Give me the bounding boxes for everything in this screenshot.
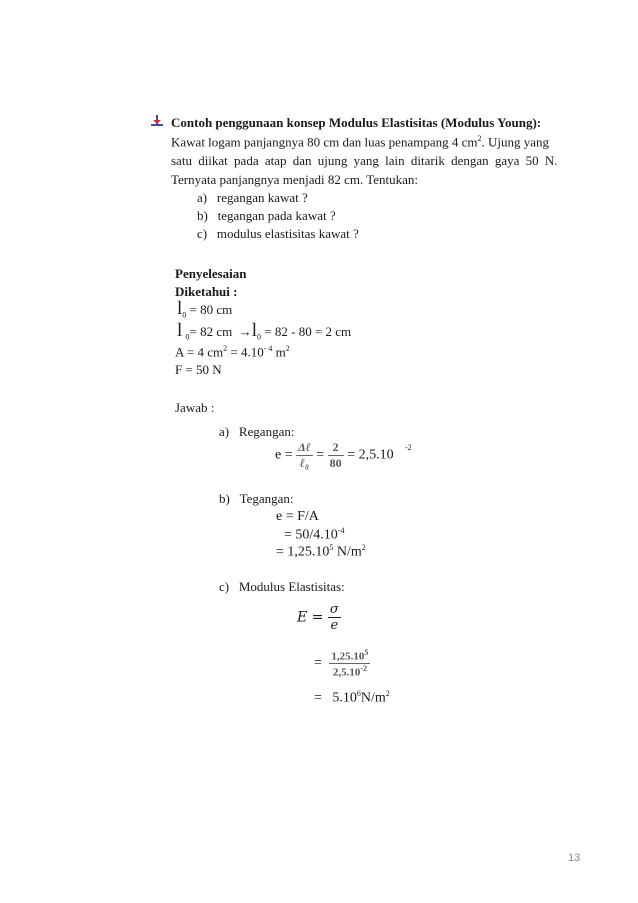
- initial-length: $l_0 = 80$ cm: [177, 298, 233, 320]
- problem-line-1: Kawat logam panjangnya 80 cm dan luas penampang 4 $cm^2$. Ujung yang: [171, 134, 550, 150]
- example-heading: Contoh penggunaan konsep Modulus Elastisitas (Modulus Young):: [171, 115, 542, 130]
- question-b: b) tegangan pada kawat ?: [197, 208, 336, 223]
- force-line: F = 50 N: [175, 362, 222, 377]
- part-c-title: c) Modulus Elastisitas:: [219, 579, 345, 594]
- bullet-arrow-icon: [150, 115, 164, 129]
- stress-line-1: e = F/A: [276, 509, 319, 524]
- final-length: l $_0$= 82 cm $\to l_0 = 82 - 80 = 2$ cm: [177, 320, 352, 342]
- part-a-title: a) Regangan:: [219, 424, 295, 439]
- arrow-right-icon: →: [238, 324, 252, 339]
- strain-exponent: -2: [405, 443, 412, 452]
- strain-equation: e = $\frac{\text{Δℓ}}{\text{ℓ₀}}$ = $\frac{2}{80}$ = 2,5.10: [275, 440, 394, 470]
- part-b-title: b) Tegangan:: [219, 491, 294, 506]
- modulus-formula: E = $\frac{\sigma}{e}$: [297, 602, 339, 633]
- problem-line-2: satu diikat pada atap dan ujung yang lain ditarik dengan gaya 50 N.: [171, 153, 558, 168]
- sigma-over-e-fraction: $\frac{\sigma}{e}$: [329, 602, 339, 633]
- modulus-substitution: = $\frac{1,25.10^5}{2,5.10^{-2}}$: [314, 648, 369, 679]
- page-number: 13: [568, 852, 581, 864]
- value-fraction: $\frac{2}{80}$: [329, 440, 342, 470]
- solution-title: Penyelesaian: [175, 266, 247, 281]
- problem-line-3: Ternyata panjangnya menjadi 82 cm. Tentukan:: [171, 172, 419, 187]
- modulus-result: = $5.10^6N/m^2$: [314, 689, 390, 706]
- delta-l-fraction: $\frac{\text{Δℓ}}{\text{ℓ₀}}$: [298, 440, 311, 470]
- answer-label: Jawab :: [175, 400, 215, 415]
- question-c: c) modulus elastisitas kawat ?: [197, 226, 359, 241]
- question-a: a) regangan kawat ?: [197, 190, 308, 205]
- stress-line-3: = $1,25.10^5$ $N/m^2$: [276, 543, 366, 560]
- known-title: Diketahui :: [175, 284, 238, 299]
- numeric-fraction: $\frac{1,25.10^5}{2,5.10^{-2}}$: [331, 648, 369, 679]
- stress-line-2: = $50/4.10^{-4}$: [284, 526, 345, 543]
- area-line: A = 4 $cm^2 = 4.10^{- 4}$ $m^2$: [175, 344, 290, 360]
